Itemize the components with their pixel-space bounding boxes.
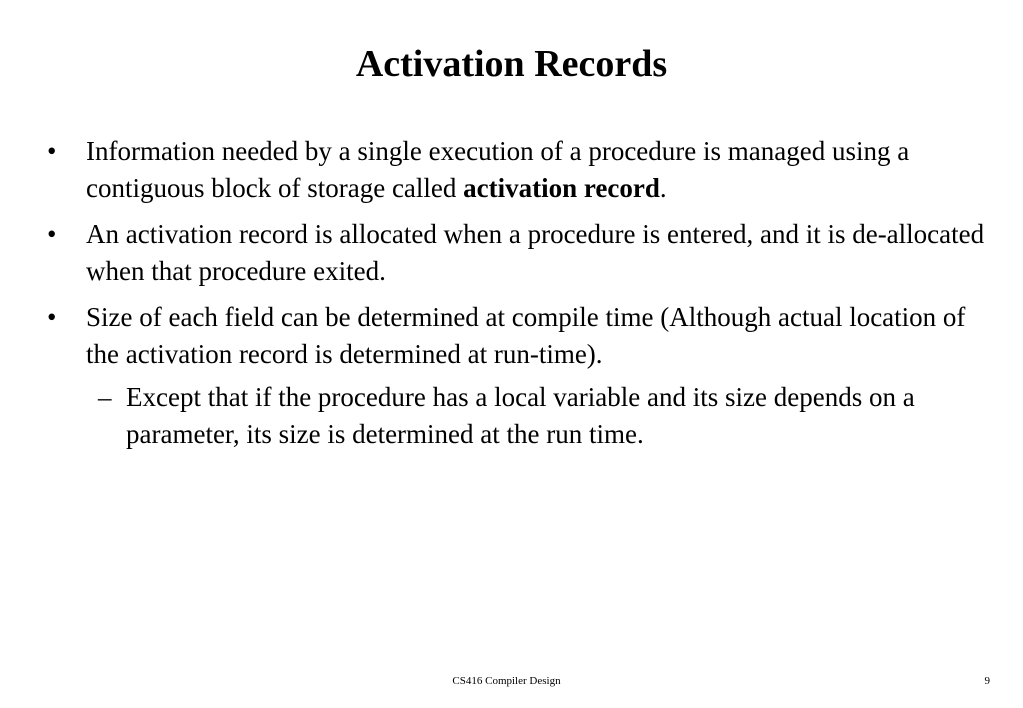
bullet-text-part: . — [659, 173, 667, 203]
bullet-item — [0, 216, 1023, 290]
sub-bullet-marker: – — [98, 382, 112, 412]
sub-bullet-text: Except that if the procedure has a local variable and its size depends on a parameter, its size is determined at the run time. — [126, 382, 915, 449]
bullet-marker: • — [47, 302, 57, 332]
bullet-list — [0, 133, 1023, 462]
bullet-item — [0, 299, 1023, 453]
page-number: 9 — [984, 675, 990, 687]
bullet-text: An activation record is allocated when a procedure is entered, and it is de-allocated when that procedure exited. — [86, 219, 985, 286]
bullet-item — [0, 133, 1023, 207]
bullet-text: Size of each field can be determined at compile time (Although actual location of the activation record is determined at run-time). — [86, 302, 966, 369]
footer-course: CS416 Compiler Design — [452, 675, 561, 687]
bold-term: activation record — [463, 173, 660, 203]
bullet-text-part: Information needed by a single execution of a procedure is managed using a contiguous block of storage called — [86, 136, 910, 203]
slide-title: Activation Records — [355, 43, 668, 85]
sub-bullet-item — [0, 379, 1023, 453]
bullet-marker: • — [47, 219, 57, 249]
bullet-text — [86, 133, 986, 207]
bullet-marker: • — [47, 136, 57, 166]
